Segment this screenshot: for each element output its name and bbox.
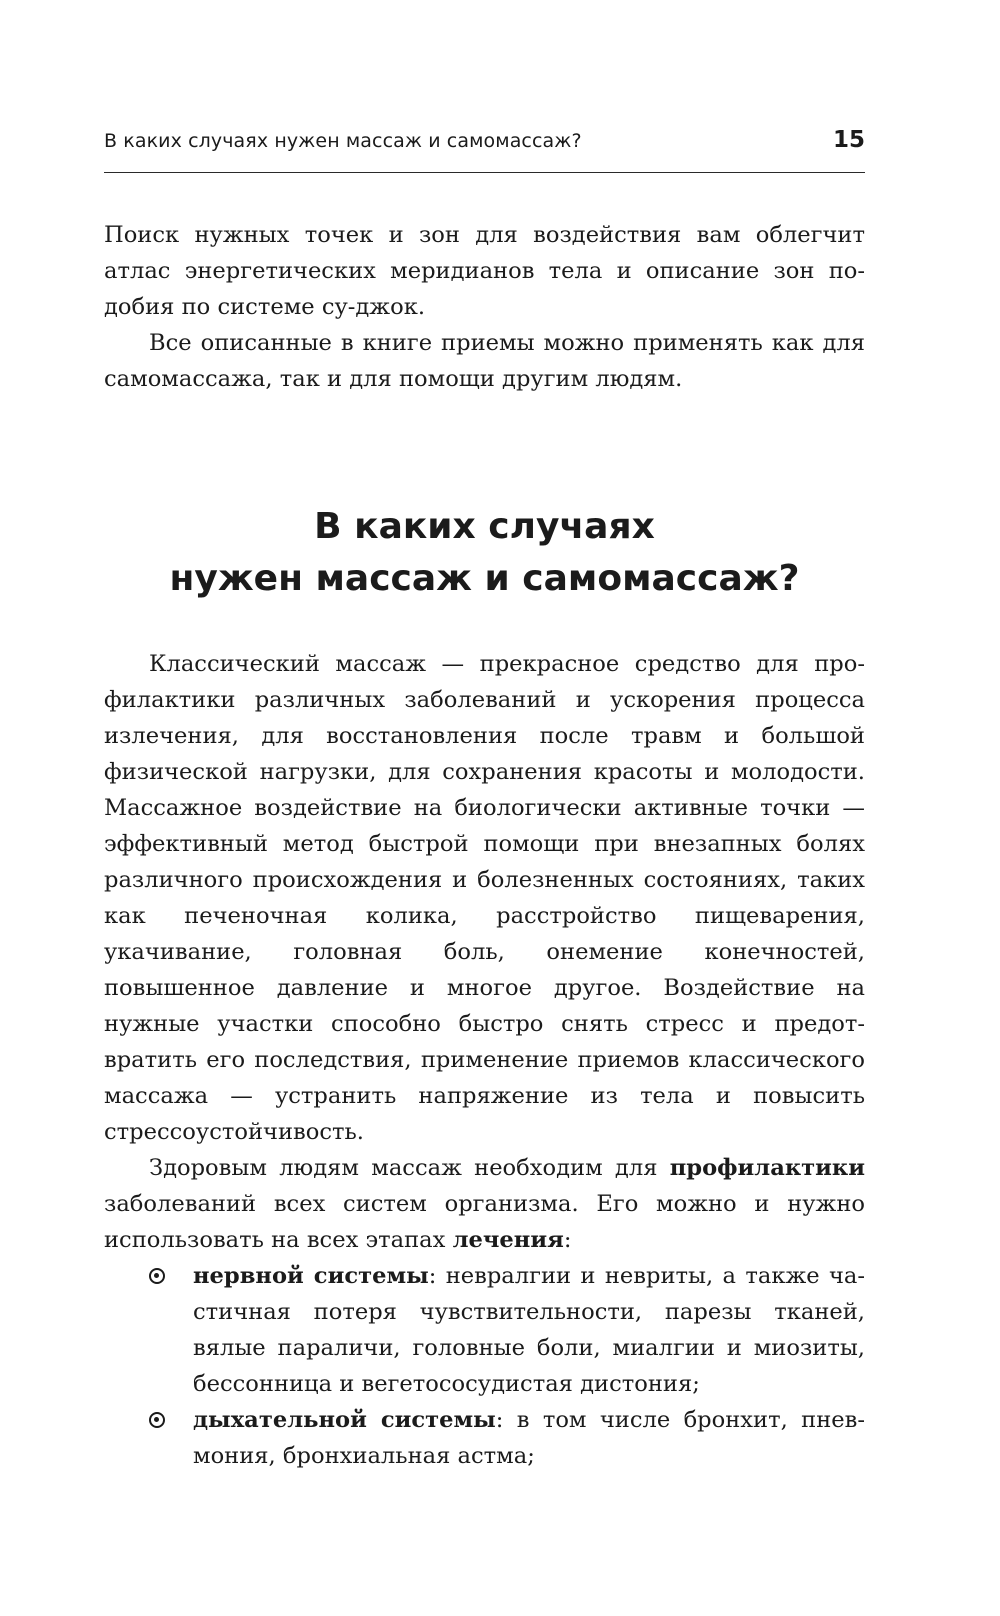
body-paragraph	[104, 1150, 865, 1258]
section-text	[104, 646, 865, 1474]
list-item	[104, 1402, 865, 1474]
running-title: В каких случаях нужен массаж и самомассаж?	[104, 130, 582, 152]
list-item	[104, 1258, 865, 1402]
bullet-text: : невралгии и невриты, а также частичная потеря чувствительности, парезы тканей, вялые параличи, головные боли, миалгии и миозиты, бессонница и вегетососудистая дистония;	[193, 1263, 865, 1397]
section-heading-line: нужен массаж и самомассаж?	[169, 558, 800, 599]
text-run: Здоровым людям массаж необходим для	[149, 1155, 670, 1181]
intro-paragraph: Все описанные в книге приемы можно применять как для самомассажа, так и для помощи другим людям.	[104, 330, 865, 392]
section-heading	[104, 501, 865, 605]
bullet-list	[104, 1258, 865, 1474]
text-run: :	[563, 1227, 572, 1253]
intro-text	[104, 217, 865, 397]
bullet-text: : в том числе бронхит, пневмония, бронхиальная астма;	[193, 1407, 865, 1469]
bold-term: лечения	[452, 1227, 564, 1253]
bold-term: профилактики	[669, 1155, 865, 1181]
running-header	[104, 124, 865, 173]
text-run: заболеваний всех систем организма. Его можно и нужно использовать на всех этапах	[104, 1191, 865, 1253]
section-heading-line: В каких случаях	[314, 506, 655, 547]
bullet-icon	[149, 1412, 165, 1428]
bullet-icon	[149, 1268, 165, 1284]
bullet-term: дыхательной системы	[193, 1407, 496, 1433]
page-number: 15	[832, 127, 865, 153]
body-paragraph: Классический массаж — прекрасное средство для профилактики различных заболеваний и ускорения процесса излечения, для восстановления после травм и большой физической нагрузки, для сохранения красоты и молодости. Массажное воздействие на биологически активные точки — эффективный метод быстрой помощи при внезапных болях различного происхождения и болезненных состояниях, таких как печеночная колика, расстройство пищеварения, укачивание, головная боль, онемение конечностей, повышенное давление и многое другое. Воздействие на нужные участки способно быстро снять стресс и предотвратить его последствия, применение приемов классического массажа — устранить напряжение из тела и повысить стрессоустойчивость.	[104, 651, 865, 1145]
bullet-term: нервной системы	[193, 1263, 429, 1289]
intro-paragraph: Поиск нужных точек и зон для воздействия вам облегчит атлас энергетических меридианов тела и описание зон подобия по системе су-джок.	[104, 222, 865, 320]
